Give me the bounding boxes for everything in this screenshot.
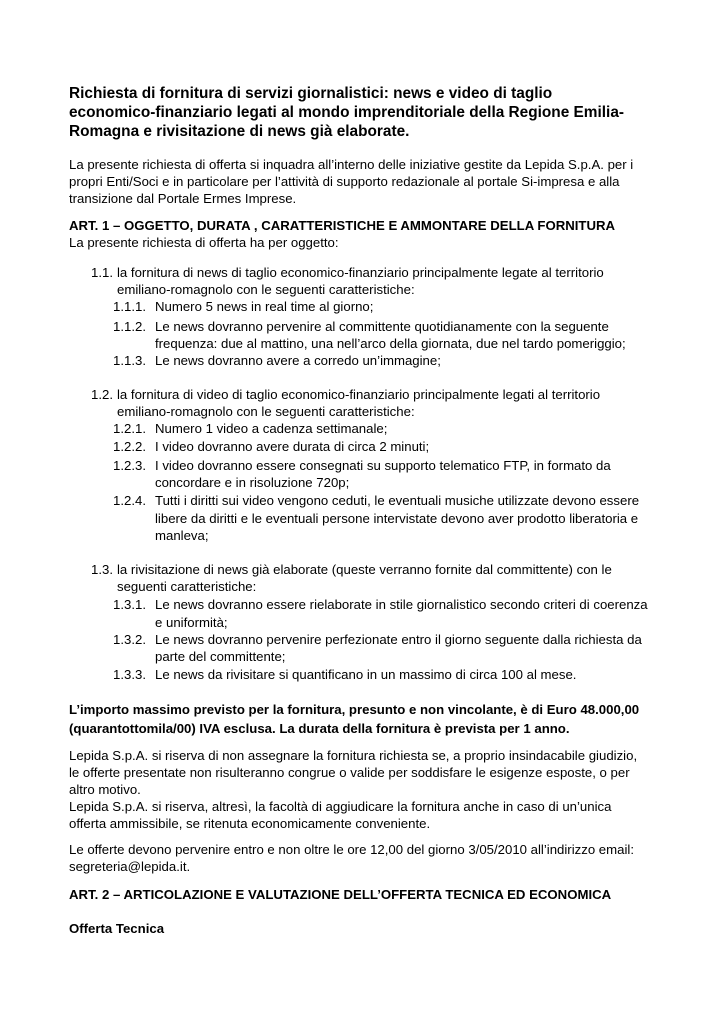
item-number: 1.2.2. bbox=[113, 439, 146, 454]
art2-heading: ART. 2 – ARTICOLAZIONE E VALUTAZIONE DELL’OFFERTA TECNICA ED ECONOMICA bbox=[69, 887, 612, 902]
text-line: parte del committente; bbox=[155, 649, 286, 664]
text-line: manleva; bbox=[155, 528, 209, 543]
text-line: Lepida S.p.A. si riserva di non assegnare la fornitura richiesta se, a proprio insindacabile giudizio, bbox=[69, 748, 638, 763]
text-line: Numero 1 video a cadenza settimanale; bbox=[155, 421, 388, 436]
title-line: economico-finanziario legati al mondo imprenditoriale della Regione Emilia- bbox=[69, 104, 625, 121]
text-line: transizione dal Portale Ermes Imprese. bbox=[69, 191, 297, 206]
item-number: 1.3.2. bbox=[113, 632, 146, 647]
text-line: la fornitura di video di taglio economico-finanziario principalmente legati al territorio bbox=[117, 387, 601, 402]
text-line: Le news dovranno essere rielaborate in stile giornalistico secondo criteri di coerenza bbox=[155, 597, 648, 612]
text-line: concordare e in risoluzione 720p; bbox=[155, 475, 350, 490]
item-number: 1.3.3. bbox=[113, 667, 146, 682]
text-line: la fornitura di news di taglio economico-finanziario principalmente legate al territorio bbox=[117, 265, 604, 280]
item-number: 1.2.3. bbox=[113, 458, 146, 473]
text-line: I video dovranno essere consegnati su supporto telematico FTP, in formato da bbox=[155, 458, 611, 473]
text-line: segreteria@lepida.it. bbox=[69, 859, 191, 874]
item-number: 1.2.4. bbox=[113, 493, 146, 508]
item-number: 1.3.1. bbox=[113, 597, 146, 612]
text-line: seguenti caratteristiche: bbox=[117, 579, 257, 594]
title-line: Richiesta di fornitura di servizi giornalistici: news e video di taglio bbox=[69, 85, 553, 102]
text-line: emiliano-romagnolo con le seguenti caratteristiche: bbox=[117, 282, 415, 297]
title-line: Romagna e rivisitazione di news già elaborate. bbox=[69, 123, 410, 140]
text-line: La presente richiesta di offerta si inquadra all’interno delle iniziative gestite da Lepida S.p.A. per i bbox=[69, 157, 634, 172]
document-title bbox=[69, 84, 669, 141]
item-number: 1.1.2. bbox=[113, 319, 146, 334]
text-line: altro motivo. bbox=[69, 782, 141, 797]
text-line: L’importo massimo previsto per la fornitura, presunto e non vincolante, è di Euro 48.000,00 bbox=[69, 702, 640, 717]
text-line: offerta ammissibile, se ritenuta economicamente conveniente. bbox=[69, 816, 431, 831]
text-line: Le news dovranno pervenire al committente quotidianamente con la seguente bbox=[155, 319, 609, 334]
art1-lead: La presente richiesta di offerta ha per oggetto: bbox=[69, 235, 339, 250]
text-line: Le news da rivisitare si quantificano in un massimo di circa 100 al mese. bbox=[155, 667, 577, 682]
text-line: Tutti i diritti sui video vengono ceduti, le eventuali musiche utilizzate devono essere bbox=[155, 493, 640, 508]
text-line: Le offerte devono pervenire entro e non oltre le ore 12,00 del giorno 3/05/2010 all’indirizzo email: bbox=[69, 842, 634, 857]
text-line: libere da diritti e le eventuali persone intervistate devono aver prodotto liberatoria e bbox=[155, 511, 639, 526]
item-number: 1.2.1. bbox=[113, 421, 146, 436]
aggiudicazione-paragraph bbox=[69, 798, 611, 832]
importo-paragraph bbox=[69, 700, 639, 738]
text-line: I video dovranno avere durata di circa 2 minuti; bbox=[155, 439, 430, 454]
text-line: Lepida S.p.A. si riserva, altresì, la facoltà di aggiudicare la fornitura anche in caso di un’unica bbox=[69, 799, 612, 814]
intro-paragraph bbox=[69, 156, 633, 207]
section-number: 1.2. bbox=[91, 387, 113, 402]
section-number: 1.3. bbox=[91, 562, 113, 577]
text-line: propri Enti/Soci e in particolare per l’attività di supporto redazionale al portale Si-impresa e alla bbox=[69, 174, 620, 189]
text-line: emiliano-romagnolo con le seguenti caratteristiche: bbox=[117, 404, 415, 419]
text-line: la rivisitazione di news già elaborate (queste verranno fornite dal committente) con le bbox=[117, 562, 612, 577]
scadenza-paragraph bbox=[69, 841, 634, 875]
art2-subheading: Offerta Tecnica bbox=[69, 921, 165, 936]
text-line: frequenza: due al mattino, una nell’arco della giornata, due nel tardo pomeriggio; bbox=[155, 336, 626, 351]
text-line: Le news dovranno avere a corredo un’immagine; bbox=[155, 353, 441, 368]
text-line: e uniformità; bbox=[155, 615, 228, 630]
section-number: 1.1. bbox=[91, 265, 113, 280]
text-line: Numero 5 news in real time al giorno; bbox=[155, 299, 374, 314]
riserva-paragraph bbox=[69, 747, 637, 798]
text-line: (quarantottomila/00) IVA esclusa. La durata della fornitura è prevista per 1 anno. bbox=[69, 721, 570, 736]
item-number: 1.1.3. bbox=[113, 353, 146, 368]
text-line: le offerte presentate non risulteranno congrue o valide per soddisfare le esigenze esposte, o per bbox=[69, 765, 630, 780]
item-number: 1.1.1. bbox=[113, 299, 146, 314]
text-line: Le news dovranno pervenire perfezionate entro il giorno seguente dalla richiesta da bbox=[155, 632, 642, 647]
art1-heading: ART. 1 – OGGETTO, DURATA , CARATTERISTICHE E AMMONTARE DELLA FORNITURA bbox=[69, 218, 616, 233]
